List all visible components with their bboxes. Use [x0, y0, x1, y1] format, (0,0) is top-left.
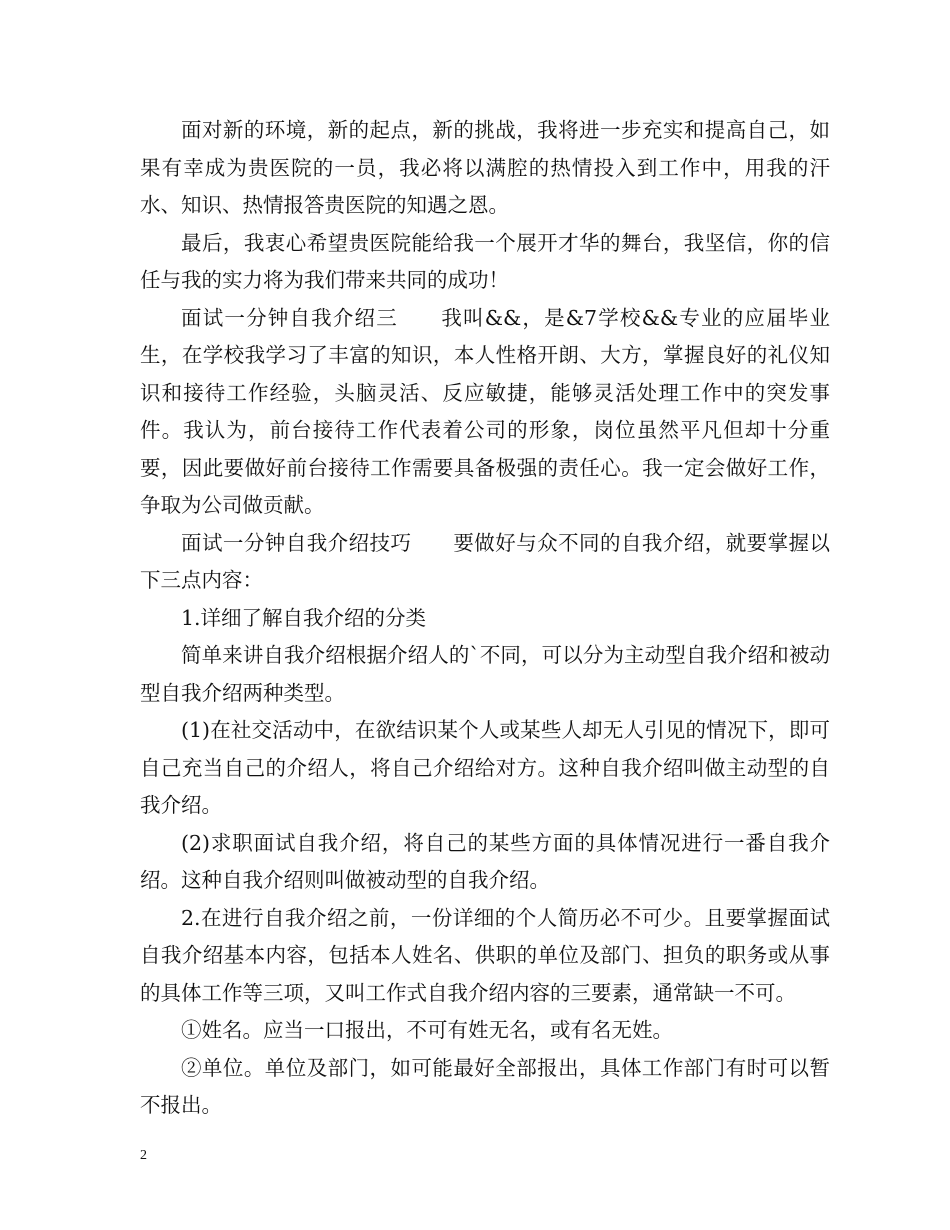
paragraph: 面试一分钟自我介绍技巧 要做好与众不同的自我介绍，就要掌握以下三点内容：: [140, 530, 830, 592]
paragraph: 1.详细了解自我介绍的分类: [181, 605, 427, 630]
page-number: 2: [140, 1148, 147, 1163]
paragraph: 面试一分钟自我介绍三 我叫&&，是&7学校&&专业的应届毕业生，在学校我学习了丰富的知识，本人性格开朗、大方，掌握良好的礼仪知识和接待工作经验，头脑灵活、反应敏捷，能够灵活处理工作中的突发事件。我认为，前台接待工作代表着公司的形象，岗位虽然平凡但却十分重要，因此要做好前台接待工作需要具备极强的责任心。我一定会做好工作，争取为公司做贡献。: [140, 305, 830, 517]
paragraph: 2.在进行自我介绍之前，一份详细的个人简历必不可少。且要掌握面试自我介绍基本内容，包括本人姓名、供职的单位及部门、担负的职务或从事的具体工作等三项，又叫工作式自我介绍内容的三要素，通常缺一不可。: [140, 905, 830, 1005]
paragraph: ①姓名。应当一口报出，不可有姓无名，或有名无姓。: [181, 1018, 673, 1042]
paragraph: 面对新的环境，新的起点，新的挑战，我将进一步充实和提高自己，如果有幸成为贵医院的一员，我必将以满腔的热情投入到工作中，用我的汗水、知识、热情报答贵医院的知遇之恩。: [140, 118, 830, 217]
paragraph: (2)求职面试自我介绍，将自己的某些方面的具体情况进行一番自我介绍。这种自我介绍则叫做被动型的自我介绍。: [140, 830, 830, 892]
paragraph: ②单位。单位及部门，如可能最好全部报出，具体工作部门有时可以暂不报出。: [140, 1055, 830, 1117]
paragraph: 简单来讲自我介绍根据介绍人的`不同，可以分为主动型自我介绍和被动型自我介绍两种类型。: [140, 643, 830, 705]
document-body: [140, 112, 830, 1125]
paragraph: (1)在社交活动中，在欲结识某个人或某些人却无人引见的情况下，即可自己充当自己的介绍人，将自己介绍给对方。这种自我介绍叫做主动型的自我介绍。: [140, 718, 830, 817]
paragraph: 最后，我衷心希望贵医院能给我一个展开才华的舞台，我坚信，你的信任与我的实力将为我们带来共同的成功！: [140, 230, 830, 292]
